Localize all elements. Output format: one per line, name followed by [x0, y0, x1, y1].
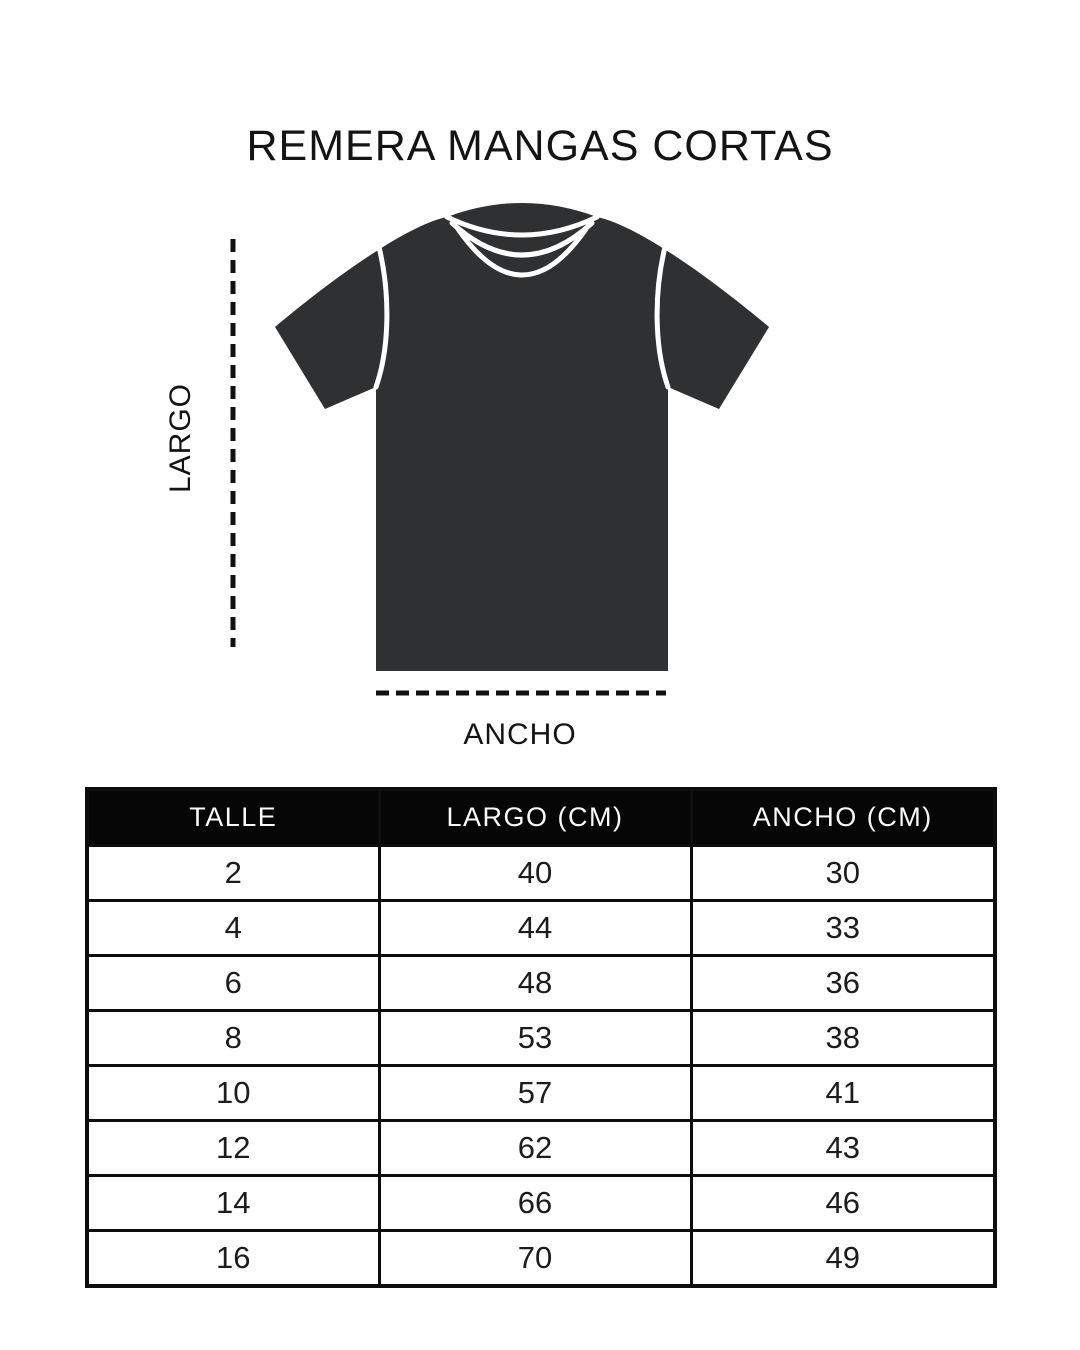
largo-dimension-line — [229, 239, 237, 647]
ancho-dimension-line — [376, 689, 666, 697]
cell-largo: 66 — [379, 1176, 691, 1231]
col-header-ancho: ANCHO (CM) — [691, 789, 995, 846]
table-header-row — [87, 789, 995, 846]
table-row — [87, 1176, 995, 1231]
cell-largo: 53 — [379, 1011, 691, 1066]
cell-talle: 14 — [87, 1176, 379, 1231]
cell-largo: 62 — [379, 1121, 691, 1176]
cell-largo: 48 — [379, 956, 691, 1011]
cell-ancho: 49 — [691, 1231, 995, 1287]
cell-largo: 44 — [379, 901, 691, 956]
table-row — [87, 1011, 995, 1066]
col-header-talle: TALLE — [87, 789, 379, 846]
table-row — [87, 1066, 995, 1121]
cell-ancho: 30 — [691, 846, 995, 901]
cell-ancho: 41 — [691, 1066, 995, 1121]
cell-talle: 6 — [87, 956, 379, 1011]
table-row — [87, 1121, 995, 1176]
cell-ancho: 33 — [691, 901, 995, 956]
cell-largo: 57 — [379, 1066, 691, 1121]
table-row — [87, 901, 995, 956]
ancho-label: ANCHO — [463, 718, 577, 751]
cell-talle: 4 — [87, 901, 379, 956]
cell-largo: 40 — [379, 846, 691, 901]
table-row — [87, 846, 995, 901]
cell-largo: 70 — [379, 1231, 691, 1287]
cell-talle: 12 — [87, 1121, 379, 1176]
cell-talle: 10 — [87, 1066, 379, 1121]
cell-talle: 16 — [87, 1231, 379, 1287]
largo-label: LARGO — [164, 382, 197, 494]
cell-ancho: 46 — [691, 1176, 995, 1231]
col-header-largo: LARGO (CM) — [379, 789, 691, 846]
cell-ancho: 43 — [691, 1121, 995, 1176]
size-table — [85, 787, 997, 1288]
cell-talle: 8 — [87, 1011, 379, 1066]
page-title: REMERA MANGAS CORTAS — [246, 122, 834, 170]
cell-ancho: 36 — [691, 956, 995, 1011]
table-row — [87, 1231, 995, 1287]
tshirt-icon — [270, 197, 770, 675]
cell-ancho: 38 — [691, 1011, 995, 1066]
cell-talle: 2 — [87, 846, 379, 901]
table-row — [87, 956, 995, 1011]
